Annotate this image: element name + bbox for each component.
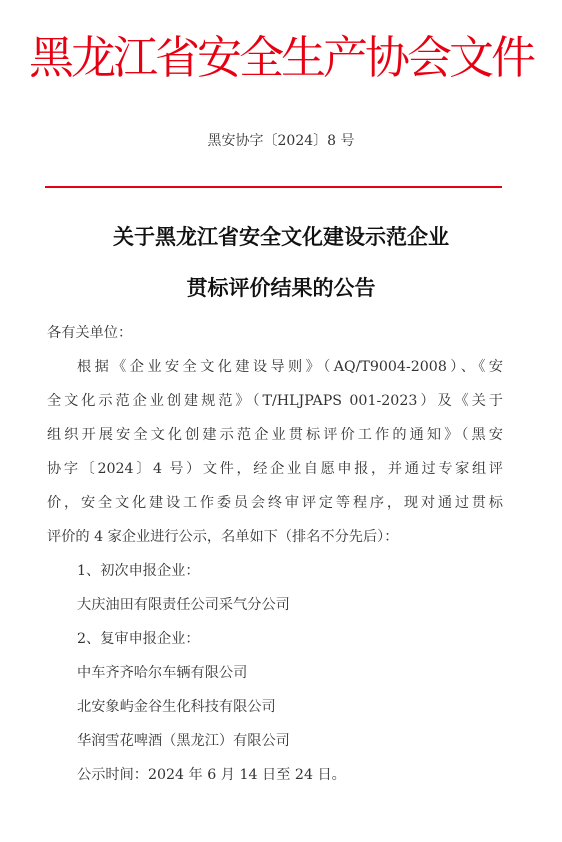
salutation: 各有关单位： [47,325,133,341]
paragraph-line: 评价的 4 家企业进行公示，名单如下（排名不分先后）： [47,529,399,545]
section-heading-review: 2、复审申报企业： [77,631,200,647]
announcement-body [47,316,503,792]
masthead-title: 黑龙江省安全生产协会文件 [28,31,533,84]
publicity-period: 公示时间：2024 年 6 月 14 日至 24 日。 [77,767,346,783]
company-list-item: 中车齐齐哈尔车辆有限公司 [77,665,248,681]
company-list-item: 大庆油田有限责任公司采气分公司 [77,597,290,613]
announcement-title-line-2: 贯标评价结果的公告 [186,275,376,300]
paragraph-line: 全文化示范企业创建规范》（T/HLJPAPS 001-2023）及《关于 [47,393,503,409]
document-number: 黑安协字〔2024〕8 号 [207,133,355,149]
announcement-title-line-1: 关于黑龙江省安全文化建设示范企业 [113,224,449,249]
paragraph-line: 根据《企业安全文化建设导则》（AQ/T9004-2008）、《安 [77,359,503,375]
paragraph-line: 组织开展安全文化创建示范企业贯标评价工作的通知》（黑安 [47,427,503,443]
company-list-item: 华润雪花啤酒（黑龙江）有限公司 [77,733,290,749]
section-heading-initial: 1、初次申报企业： [77,563,200,579]
company-list-item: 北安象屿金谷生化科技有限公司 [77,699,276,715]
paragraph-line: 价，安全文化建设工作委员会终审评定等程序，现对通过贯标 [47,495,503,511]
red-divider-line [45,186,502,188]
paragraph-line: 协字〔2024〕4 号）文件，经企业自愿申报，并通过专家组评 [47,461,503,477]
